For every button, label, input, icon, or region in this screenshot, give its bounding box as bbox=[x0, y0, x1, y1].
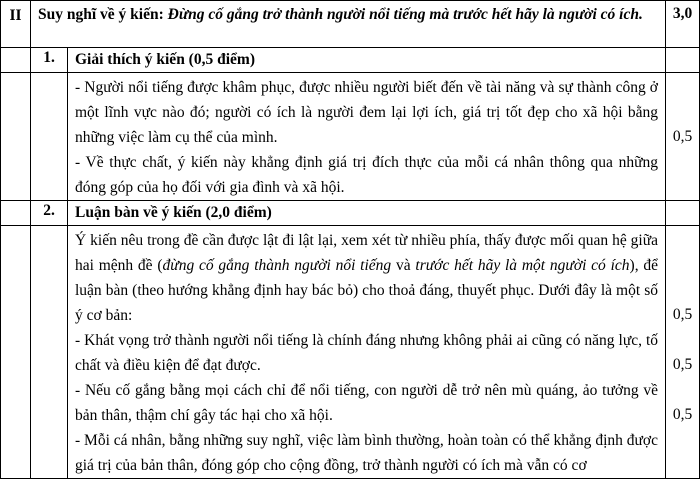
part-row bbox=[1, 1, 700, 48]
section-2-paragraph: - Khát vọng trở thành người nổi tiếng là chính đáng nhưng không phải ai cũng có năng lực, tố chất và điều kiện để đạt được. bbox=[75, 332, 658, 374]
section-2-number: 2. bbox=[31, 201, 68, 226]
part-title-prefix: Suy nghĩ về ý kiến: bbox=[38, 6, 168, 23]
section-1-body-row bbox=[1, 73, 700, 201]
section-1-body bbox=[68, 73, 666, 201]
section-1-paragraph: - Về thực chất, ý kiến này khẳng định giá trị đích thực của mỗi cá nhân thông qua những đóng góp của họ đối với gia đình và xã hội. bbox=[75, 154, 658, 196]
section-2-heading: Luận bàn về ý kiến (2,0 điểm) bbox=[68, 201, 666, 226]
section-1-number: 1. bbox=[31, 48, 68, 73]
section-1-paragraph: - Người nổi tiếng được khâm phục, được nhiều người biết đến về tài năng và sự thành công ở một lĩnh vực nào đó; người có ích là người đem lại lợi ích, giá trị tốt đẹp cho xã hội bằng những việc làm cụ thể của mình. bbox=[75, 79, 658, 146]
section-1-heading: Giải thích ý kiến (0,5 điểm) bbox=[68, 48, 666, 73]
part-number: II bbox=[1, 1, 31, 48]
section-2-intro: Ý kiến nêu trong đề cần được lật đi lật lại, xem xét từ nhiều phía, thấy được mối quan hệ giữa hai mệnh đề (đừng cố gắng thành người nổi tiếng và trước hết hãy là một người có ích), để luận bàn (theo hướng khẳng định hay bác bỏ) cho thoả đáng, thuyết phục. Dưới đây là một số ý cơ bản: bbox=[75, 232, 658, 324]
section-2-score: 0,5 bbox=[672, 306, 693, 323]
section-2-header-row bbox=[1, 201, 700, 226]
section-2-paragraph: - Nếu cố gắng bằng mọi cách chỉ để nổi tiếng, con người dễ trở nên mù quáng, ảo tưởng về bản thân, thậm chí gây tác hại cho xã hội. bbox=[75, 382, 658, 424]
section-2-score: 0,5 bbox=[672, 356, 693, 373]
section-2-body-row bbox=[1, 226, 700, 479]
section-1-score: 0,5 bbox=[672, 128, 693, 145]
section-1-score-cell bbox=[666, 73, 700, 201]
part-points: 3,0 bbox=[666, 1, 700, 48]
section-1-header-row bbox=[1, 48, 700, 73]
section-2-body bbox=[68, 226, 666, 479]
part-title bbox=[31, 1, 666, 48]
section-2-score-cell bbox=[666, 226, 700, 479]
section-2-score: 0,5 bbox=[672, 406, 693, 423]
part-title-quote: Đừng cố gắng trở thành người nổi tiếng mà trước hết hãy là người có ích. bbox=[167, 6, 643, 23]
section-2-paragraph: - Mỗi cá nhân, bằng những suy nghĩ, việc làm bình thường, hoàn toàn có thể khẳng định được giá trị của bản thân, đóng góp cho cộng đồng, trở thành người có ích mà vẫn có cơ bbox=[75, 432, 658, 474]
